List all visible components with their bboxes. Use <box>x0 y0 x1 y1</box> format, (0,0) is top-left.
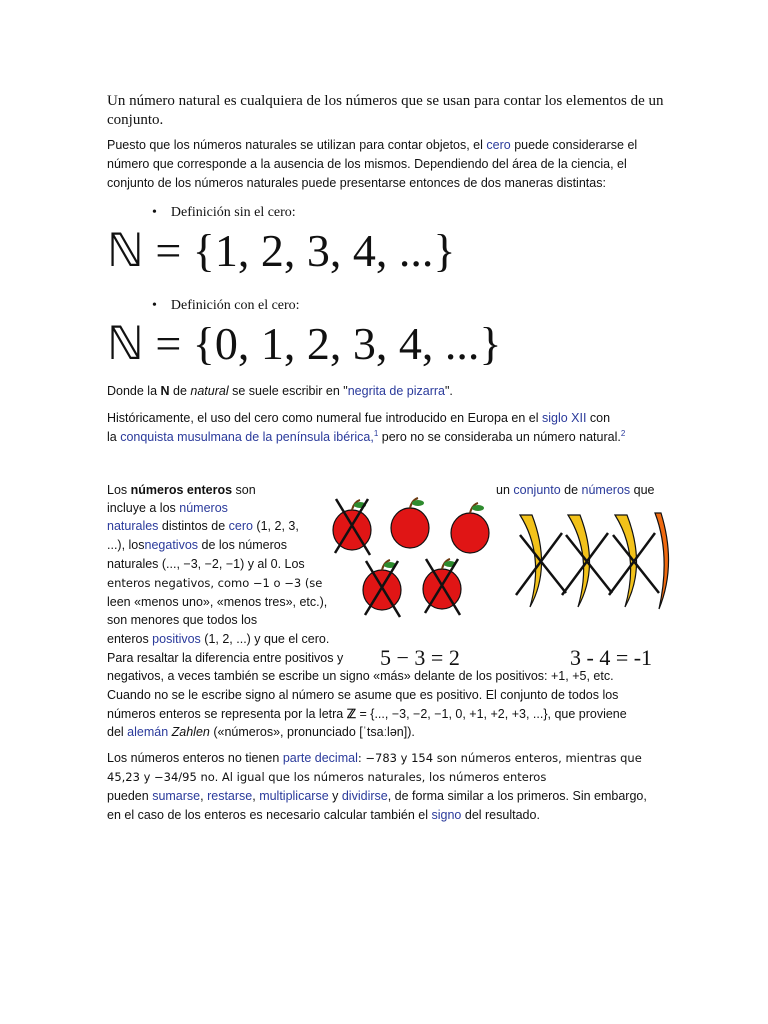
apple-icon <box>391 498 429 548</box>
banana-icon <box>655 513 669 609</box>
text: Los <box>107 483 131 497</box>
italic-zahlen: Zahlen <box>171 725 210 739</box>
text: un <box>496 483 514 497</box>
link-cero-2[interactable]: cero <box>228 519 253 533</box>
link-positivos[interactable]: positivos <box>152 632 201 646</box>
line <box>107 806 687 825</box>
paragraph-cero <box>107 136 652 193</box>
fruit-illustration <box>330 495 670 625</box>
text: pueden <box>107 789 153 803</box>
link-conquista-musulmana[interactable]: conquista musulmana de la península ibérica, <box>120 430 374 444</box>
text: enteros <box>107 632 153 646</box>
enteros-line-7: leen «menos uno», «menos tres», etc.), <box>107 595 328 609</box>
link-negrita-de-pizarra[interactable]: negrita de pizarra <box>347 384 445 398</box>
text: en el caso de los enteros es necesario calcular también el <box>107 808 432 822</box>
enteros-line-1 <box>107 481 256 500</box>
banana-icon <box>609 515 659 607</box>
line: 45,23 y −34/95 no. Al igual que los números naturales, los números enteros <box>107 770 547 784</box>
text: , <box>200 789 208 803</box>
link-sumarse[interactable]: sumarse <box>152 789 201 803</box>
text: (1, 2, 3, <box>252 519 299 533</box>
enteros-line-14 <box>107 723 415 742</box>
link-signo[interactable]: signo <box>431 808 462 822</box>
text: Puesto que los números naturales se utilizan para contar objetos, el <box>107 138 487 152</box>
italic-natural: natural <box>190 384 229 398</box>
footnote-2[interactable]: 2 <box>620 428 626 438</box>
text: de <box>560 483 582 497</box>
text: puede considerarse el número que corresponde a la ausencia de los mismos. Dependiendo del área de la ciencia, el conjunto de los números naturales puede presentarse entonces de dos maneras distintas: <box>107 138 638 190</box>
link-restarse[interactable]: restarse <box>207 789 253 803</box>
link-siglo-xii[interactable]: siglo XII <box>541 411 587 425</box>
paragraph-enteros-decimal <box>107 749 687 825</box>
link-dividirse[interactable]: dividirse <box>341 789 388 803</box>
enteros-line-8: son menores que todos los <box>107 613 258 627</box>
banana-icon <box>562 515 612 607</box>
enteros-line-13 <box>107 705 697 724</box>
text: , de forma similar a los primeros. Sin embargo, <box>387 789 647 803</box>
link-cero[interactable]: cero <box>486 138 511 152</box>
enteros-line-3 <box>107 517 299 536</box>
enteros-line-2 <box>107 499 228 518</box>
text: con <box>586 411 611 425</box>
text: Donde la <box>107 384 161 398</box>
text: números enteros se representa por la letra <box>107 707 347 721</box>
enteros-line-12: Cuando no se le escribe signo al número se asume que es positivo. El conjunto de todos los <box>107 688 619 702</box>
link-negativos[interactable]: negativos <box>144 538 199 552</box>
definition-label-sin-cero: • Definición sin el cero: <box>152 205 296 221</box>
enteros-line-10: Para resaltar la diferencia entre positivos y <box>107 651 344 665</box>
banana-icon <box>516 515 566 607</box>
bold-numeros-enteros: números enteros <box>130 483 233 497</box>
text: («números», pronunciado [ˈtsaːlən]). <box>209 725 415 739</box>
equation-right: 3 - 4 = -1 <box>570 645 653 670</box>
text: se suele escribir en " <box>228 384 348 398</box>
apple-icon <box>333 499 371 555</box>
text: pero no se consideraba un número natural. <box>378 430 621 444</box>
text: ...), los <box>107 538 145 552</box>
paragraph-negrita <box>107 382 667 401</box>
line <box>107 428 687 447</box>
enteros-line-11: negativos, a veces también se escribe un signo «más» delante de los positivos: +1, +5, etc. <box>107 669 614 683</box>
formula-con-cero: ℕ = {0, 1, 2, 3, 4, ...} <box>107 318 502 369</box>
line <box>107 787 687 806</box>
text: de <box>169 384 191 398</box>
text: son <box>232 483 256 497</box>
line <box>107 409 687 428</box>
text: (1, 2, ...) y que el cero. <box>200 632 330 646</box>
apple-icon <box>363 560 401 617</box>
enteros-line-5: naturales (..., −3, −2, −1) y al 0. Los <box>107 557 305 571</box>
apple-icon <box>423 559 461 615</box>
text: : −783 y 154 son números enteros, mientras que <box>357 751 642 765</box>
enteros-line-6: enteros negativos, como −1 o −3 (se <box>107 576 323 590</box>
link-numeros-naturales-1[interactable]: números <box>179 501 228 515</box>
text: del <box>107 725 128 739</box>
text: distintos de <box>158 519 229 533</box>
link-numeros[interactable]: números <box>581 483 631 497</box>
apple-icon <box>451 503 489 553</box>
text: que <box>630 483 655 497</box>
text: del resultado. <box>461 808 540 822</box>
footnote-1[interactable]: 1 <box>373 428 379 438</box>
text: Los números enteros no tienen <box>107 751 283 765</box>
formula-sin-cero: ℕ = {1, 2, 3, 4, ...} <box>107 225 456 276</box>
text: incluye a los <box>107 501 180 515</box>
enteros-line-9 <box>107 630 329 649</box>
text: la <box>107 430 121 444</box>
definition-label-con-cero: • Definición con el cero: <box>152 298 300 314</box>
text: ". <box>445 384 453 398</box>
equation-left: 5 − 3 = 2 <box>380 645 460 670</box>
text: y <box>328 789 342 803</box>
line <box>107 749 687 768</box>
text: Históricamente, el uso del cero como numeral fue introducido en Europa en el <box>107 411 542 425</box>
enteros-line-4 <box>107 536 287 555</box>
z-symbol: ℤ <box>346 707 357 721</box>
bold-n: N <box>160 384 170 398</box>
text: de los números <box>198 538 287 552</box>
paragraph-historia <box>107 409 687 447</box>
text: , <box>252 789 260 803</box>
link-parte-decimal[interactable]: parte decimal <box>282 751 358 765</box>
link-conjunto[interactable]: conjunto <box>513 483 561 497</box>
link-aleman[interactable]: alemán <box>127 725 169 739</box>
link-numeros-naturales-2[interactable]: naturales <box>107 519 159 533</box>
intro-paragraph: Un número natural es cualquiera de los números que se usan para contar los elementos de un conjunto. <box>107 93 664 128</box>
link-multiplicarse[interactable]: multiplicarse <box>259 789 329 803</box>
text: = {..., −3, −2, −1, 0, +1, +2, +3, ...}, que proviene <box>356 707 627 721</box>
